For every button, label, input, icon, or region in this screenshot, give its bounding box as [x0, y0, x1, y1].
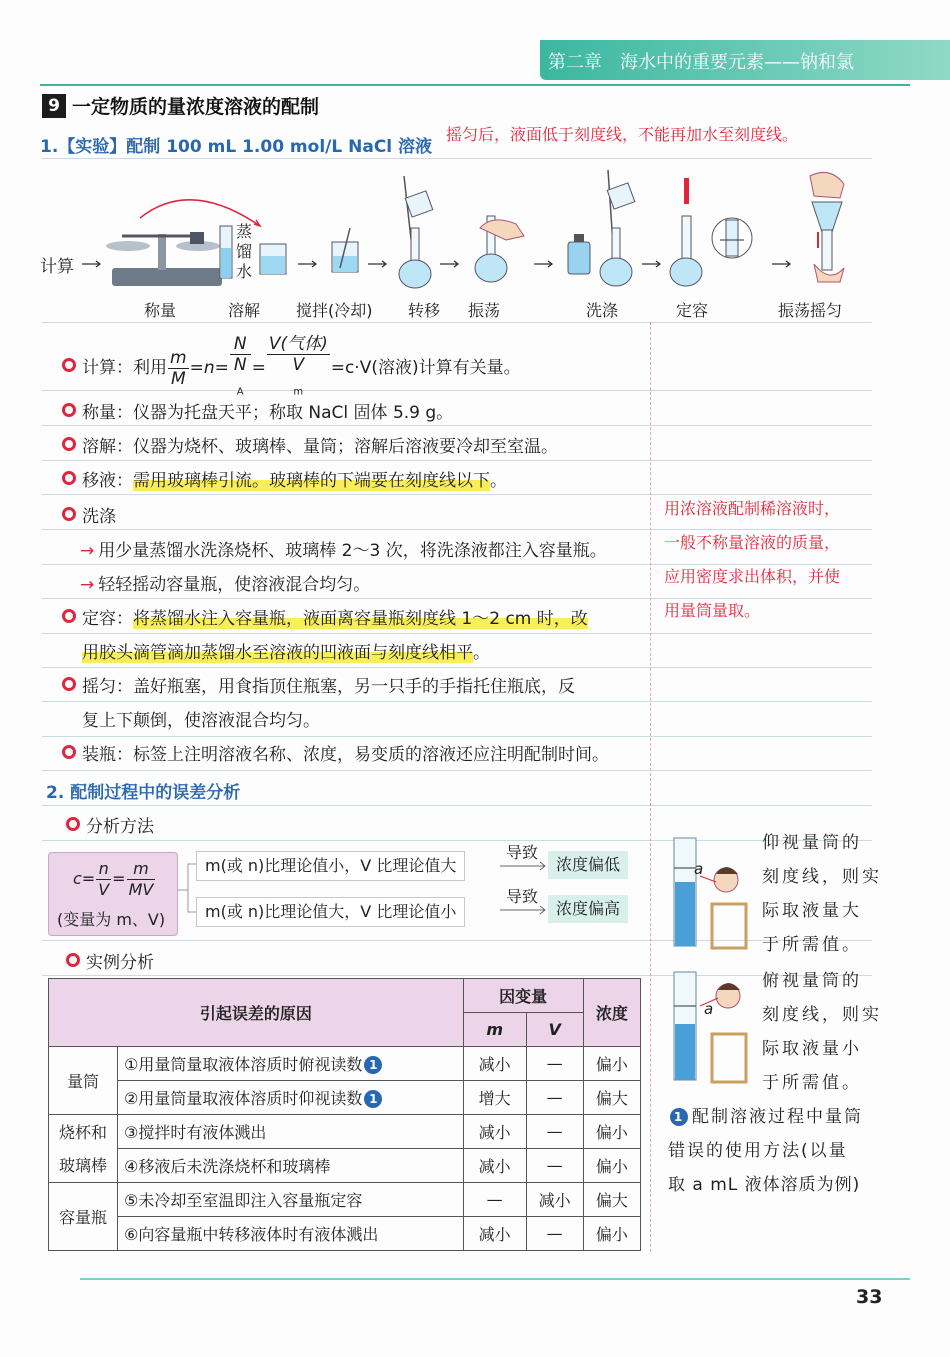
formula-box: c= $\frac{n}{V}$ = $\frac{m}{MV}$ (变量为 m、V) — [48, 852, 178, 936]
label-a: a — [694, 860, 704, 878]
footer-divider — [80, 1278, 910, 1280]
cell-conc: 偏大 — [583, 1081, 640, 1115]
arrow-icon: → — [80, 541, 95, 561]
table-row — [49, 1115, 641, 1149]
bullet-icon — [62, 745, 76, 759]
note-ref-icon: 1 — [364, 1056, 382, 1074]
cell-v: — — [526, 1217, 583, 1251]
item-bottle: 装瓶：标签上注明溶液名称、浓度，易变质的溶液还应注明配制时间。 — [62, 740, 609, 765]
cell-conc: 偏小 — [583, 1115, 640, 1149]
label-a: a — [704, 1000, 714, 1018]
result-low: 浓度偏低 — [548, 851, 628, 879]
side-note-line: 用浓溶液配制稀溶液时， — [664, 499, 841, 518]
row-reason: ④移液后未洗涤烧杯和玻璃棒 — [118, 1149, 464, 1183]
look-down-note: 际取液量小 — [762, 1039, 862, 1059]
calc-suffix: =c·V(溶液)计算有关量。 — [330, 358, 521, 379]
chapter-title: 第二章 海水中的重要元素——钠和氯 — [548, 52, 854, 73]
bullet-icon — [62, 358, 76, 372]
look-up-note: 刻度线，则实 — [762, 867, 882, 887]
table-row — [49, 1149, 641, 1183]
bullet-icon — [66, 953, 80, 967]
step-label: 转移 — [408, 301, 441, 320]
table-header-conc: 浓度 — [583, 979, 640, 1047]
fraction: $\frac{m}{M}$ — [170, 347, 187, 389]
note-ref-icon: 1 — [670, 1108, 688, 1126]
row-reason: ①用量筒量取液体溶质时俯视读数 1 — [118, 1047, 464, 1081]
section-title: 一定物质的量浓度溶液的配制 — [72, 96, 320, 118]
volumetric-flask-transfer-icon — [399, 176, 433, 288]
cell-m: 减小 — [463, 1047, 526, 1081]
look-up-note: 际取液量大 — [762, 901, 862, 921]
table-row — [49, 1047, 641, 1081]
result-high: 浓度偏高 — [548, 895, 628, 923]
arrow-icon — [500, 858, 548, 918]
arrow-icon — [772, 261, 790, 267]
arrow-icon — [368, 261, 386, 267]
item-dissolve: 溶解：仪器为烧杯、玻璃棒、量筒；溶解后溶液要冷却至室温。 — [62, 432, 558, 457]
look-down-illustration — [664, 966, 760, 1086]
beaker-stir-icon — [332, 228, 358, 272]
table-header-reason: 引起误差的原因 — [49, 979, 464, 1047]
table-row — [49, 1081, 641, 1115]
table-header-m: m — [463, 1013, 526, 1047]
table-row — [49, 1183, 641, 1217]
item-fix-volume-cont: 用胶头滴管滴加蒸馏水至溶液的凹液面与刻度线相平。 — [82, 643, 490, 663]
page-number: 33 — [856, 1286, 883, 1308]
fixed-volume-icon — [670, 178, 752, 286]
table-header-factor: 因变量 — [463, 979, 583, 1013]
row-reason: ③搅拌时有液体溅出 — [118, 1115, 464, 1149]
branch-box-2: m(或 n)比理论值大，V 比理论值小 — [196, 897, 465, 927]
invert-shake-icon — [810, 172, 844, 282]
look-down-note: 于所需值。 — [762, 1073, 862, 1093]
item-shake-cont: 复上下颠倒，使溶液混合均匀。 — [82, 711, 320, 731]
step-label: 振荡摇匀 — [778, 301, 843, 320]
side-note-line: 一般不称量溶液的质量， — [664, 533, 841, 552]
cell-conc: 偏小 — [583, 1047, 640, 1081]
look-up-note: 仰视量筒的 — [762, 833, 862, 853]
section-number: 9 — [42, 94, 66, 118]
item-transfer: 移液：需用玻璃棒引流。玻璃棒的下端要在刻度线以下。 — [62, 466, 507, 491]
bullet-icon — [62, 403, 76, 417]
step-label: 定容 — [676, 301, 709, 320]
bullet-icon — [62, 437, 76, 451]
cell-conc: 偏小 — [583, 1149, 640, 1183]
step-label: 称量 — [144, 301, 177, 320]
item-wash: 洗涤 — [62, 502, 116, 527]
part2-heading: 2. 配制过程中的误差分析 — [46, 783, 241, 803]
cell-m: 增大 — [463, 1081, 526, 1115]
arrow-icon — [298, 261, 316, 267]
step-label: 振荡 — [468, 301, 501, 320]
step-label: 搅拌(冷却) — [296, 301, 373, 320]
beaker-icon — [260, 244, 286, 274]
step-label: 溶解 — [228, 301, 261, 320]
arrow-icon — [82, 261, 100, 267]
row-reason: ⑤未冷却至室温即注入容量瓶定容 — [118, 1183, 464, 1217]
item-weigh: 称量：仪器为托盘天平；称取 NaCl 固体 5.9 g。 — [62, 398, 453, 423]
cell-m: — — [463, 1183, 526, 1217]
step-label: 洗涤 — [586, 301, 619, 320]
cell-m: 减小 — [463, 1115, 526, 1149]
example-label: 实例分析 — [66, 948, 154, 973]
wash-sub-2: → 轻轻摇动容量瓶，使溶液混合均匀。 — [80, 575, 371, 595]
bullet-icon — [62, 471, 76, 485]
look-down-note: 刻度线，则实 — [762, 1005, 882, 1025]
wash-sub-1: → 用少量蒸馏水洗涤烧杯、玻璃棒 2～3 次，将洗涤液都注入容量瓶。 — [80, 541, 607, 561]
group-name: 容量瓶 — [49, 1183, 118, 1251]
footnote-2: 错误的使用方法(以量 — [668, 1141, 848, 1161]
look-up-illustration — [664, 832, 760, 952]
calc-formula: 计算：利用 $\frac{m}{M}$ =n= N N $_A$ = V(气体) V $_m$ =c·V(溶液)计算有关量。 — [62, 334, 521, 402]
cell-v: — — [526, 1081, 583, 1115]
footnote-3: 取 a mL 液体溶质为例) — [668, 1175, 861, 1195]
table-header-v: V — [526, 1013, 583, 1047]
header-divider — [40, 84, 910, 86]
fraction: V(气体) V $_m$ — [268, 334, 328, 398]
fraction: N N $_A$ — [230, 334, 251, 402]
look-down-note: 俯视量筒的 — [762, 971, 862, 991]
error-table — [48, 978, 641, 1251]
graduated-cylinder-icon — [220, 226, 232, 278]
side-note-line: 应用密度求出体积，并使 — [664, 567, 841, 586]
branch-box-1: m(或 n)比理论值小，V 比理论值大 — [196, 851, 465, 881]
cell-conc: 偏大 — [583, 1183, 640, 1217]
item-fix-volume: 定容：将蒸馏水注入容量瓶，液面离容量瓶刻度线 1～2 cm 时，改 — [62, 604, 588, 629]
wash-bottle-icon — [568, 170, 635, 286]
note-ref-icon: 1 — [364, 1090, 382, 1108]
group-name: 量筒 — [49, 1047, 118, 1115]
calc-prefix: 计算：利用 — [82, 358, 167, 379]
leads-label: 导致 — [506, 887, 539, 906]
margin-separator — [650, 322, 651, 1252]
cell-m: 减小 — [463, 1149, 526, 1183]
bullet-icon — [62, 677, 76, 691]
arrow-icon — [642, 261, 660, 267]
calc-label: 计算 — [40, 257, 74, 277]
water-label: 蒸馏水 — [236, 222, 253, 281]
bullet-icon — [66, 817, 80, 831]
row-reason: ②用量筒量取液体溶质时仰视读数 1 — [118, 1081, 464, 1115]
bullet-icon — [62, 507, 76, 521]
cell-conc: 偏小 — [583, 1217, 640, 1251]
footnote-1: 1 配制溶液过程中量筒 — [668, 1102, 863, 1127]
arrow-icon: → — [80, 575, 95, 595]
arrow-icon — [440, 261, 458, 267]
formula-vars: (变量为 m、V) — [57, 910, 166, 929]
cell-v: — — [526, 1149, 583, 1183]
cell-v: — — [526, 1115, 583, 1149]
flask-shake-icon — [475, 216, 524, 282]
method-label: 分析方法 — [66, 812, 154, 837]
table-row — [49, 1217, 641, 1251]
row-reason: ⑥向容量瓶中转移液体时有液体溅出 — [118, 1217, 464, 1251]
bullet-icon — [62, 609, 76, 623]
cell-v: — — [526, 1047, 583, 1081]
arrow-icon — [534, 261, 552, 267]
look-up-note: 于所需值。 — [762, 935, 862, 955]
group-name: 烧杯和 玻璃棒 — [49, 1115, 118, 1183]
side-note-line: 用量筒量取。 — [664, 601, 761, 620]
part1-heading: 1.【实验】配制 100 mL 1.00 mol/L NaCl 溶液 — [40, 137, 433, 157]
experiment-diagram — [40, 168, 870, 296]
cell-m: 减小 — [463, 1217, 526, 1251]
note-top: 摇匀后，液面低于刻度线，不能再加水至刻度线。 — [446, 125, 799, 144]
leads-label: 导致 — [506, 843, 539, 862]
item-shake: 摇匀：盖好瓶塞，用食指顶住瓶塞，另一只手的手指托住瓶底，反 — [62, 672, 575, 697]
cell-v: 减小 — [526, 1183, 583, 1217]
